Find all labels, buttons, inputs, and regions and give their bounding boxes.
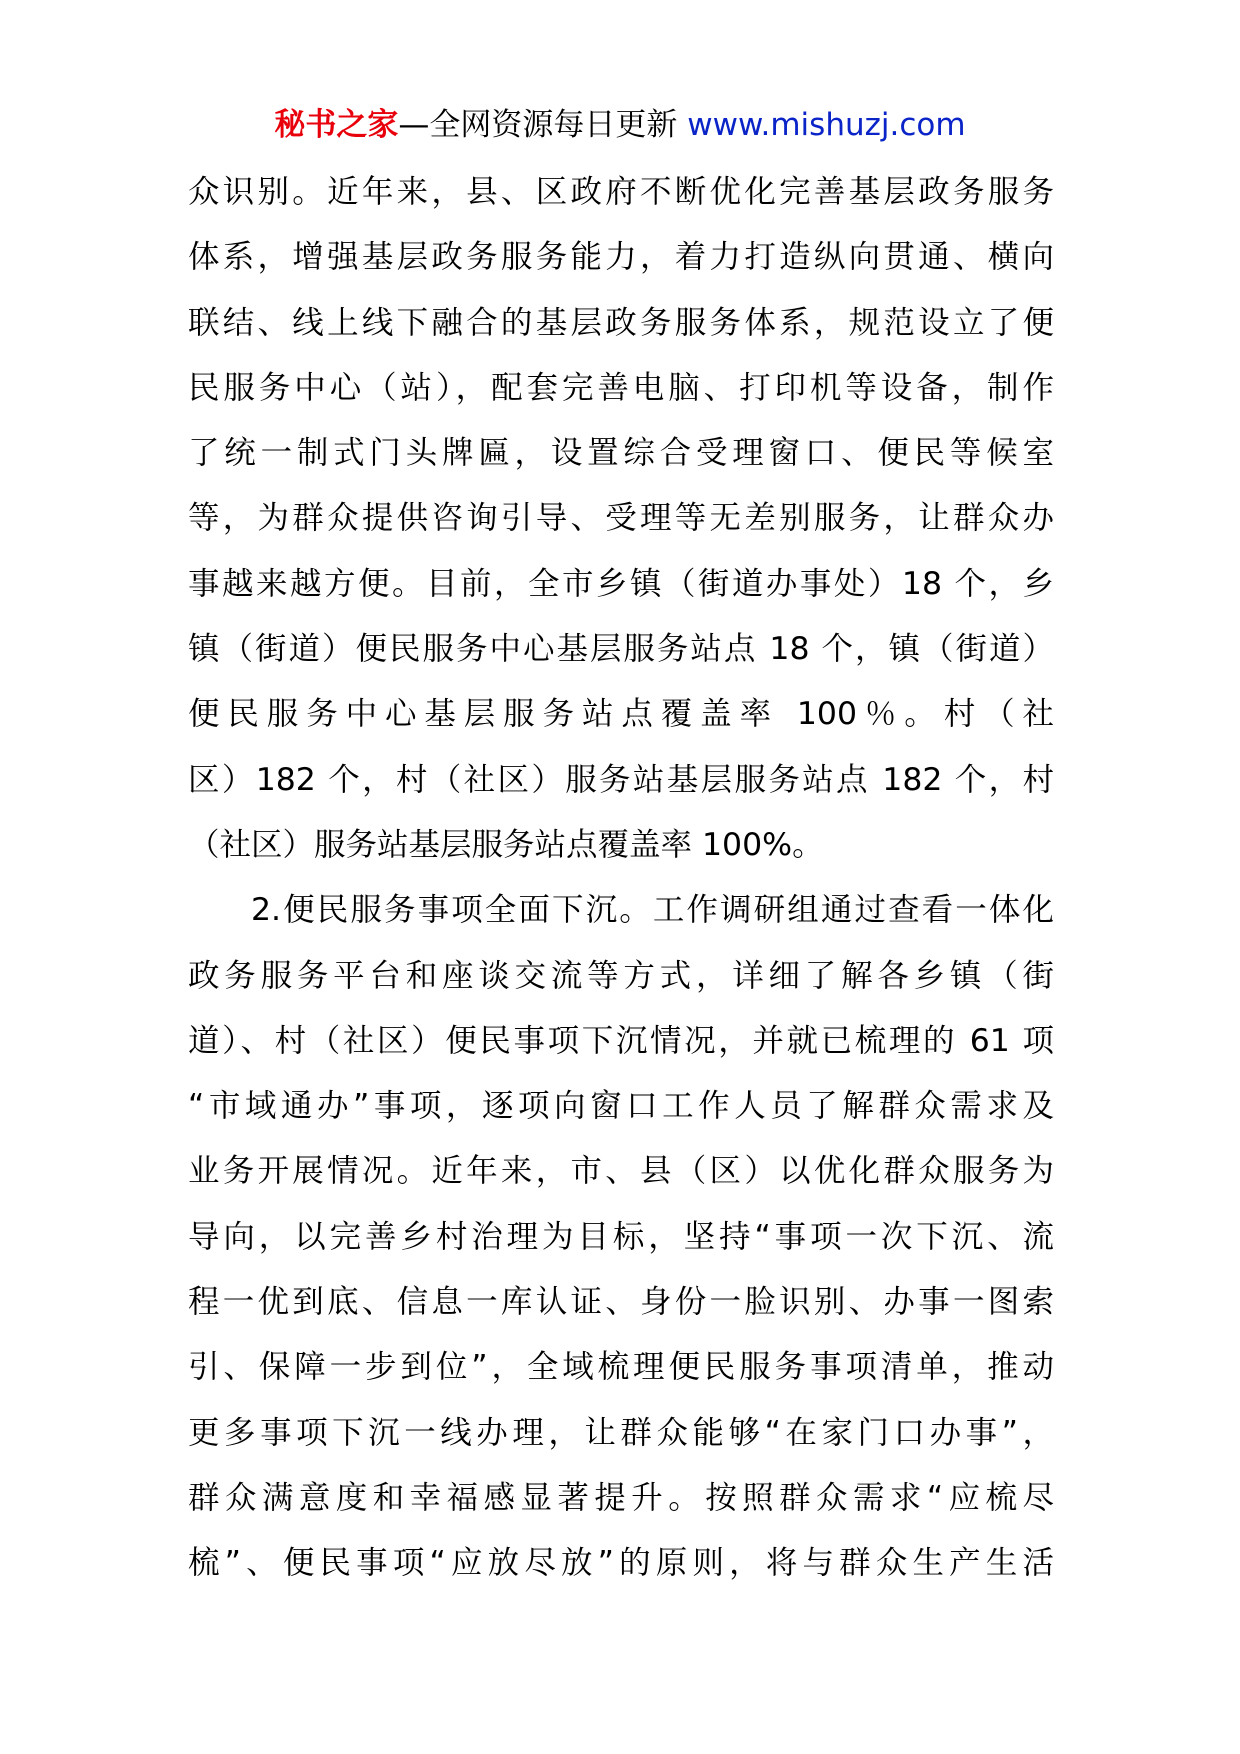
text-line: 区）182 个，村（社区）服务站基层服务站点 182 个，村 (188, 761, 1054, 798)
header-url-link[interactable]: www.mishuzj.com (687, 107, 966, 143)
text-line: 业务开展情况。近年来，市、县（区）以优化群众服务为 (188, 1153, 1054, 1190)
body-text (188, 160, 1054, 1597)
text-line: 民服务中心（站），配套完善电脑、打印机等设备，制作 (188, 369, 1054, 406)
header-brand: 秘书之家 (274, 107, 399, 143)
text-line: 体系，增强基层政务服务能力，着力打造纵向贯通、横向 (188, 239, 1054, 276)
text-line: 群众满意度和幸福感显著提升。按照群众需求“应梳尽 (188, 1479, 1054, 1516)
text-line: 事越来越方便。目前，全市乡镇（街道办事处）18 个，乡 (188, 565, 1054, 602)
text-line: 联结、线上线下融合的基层政务服务体系，规范设立了便 (188, 304, 1054, 341)
text-line: 众识别。近年来，县、区政府不断优化完善基层政务服务 (188, 174, 1054, 210)
text-line: 道）、村（社区）便民事项下沉情况，并就已梳理的 61 项 (188, 1022, 1054, 1059)
text-line: 梳”、便民事项“应放尽放”的原则，将与群众生产生活 (188, 1545, 1054, 1582)
text-line: 更多事项下沉一线办理，让群众能够“在家门口办事”， (188, 1414, 1054, 1451)
text-line: 了统一制式门头牌匾，设置综合受理窗口、便民等候室 (188, 435, 1054, 472)
text-line: 政务服务平台和座谈交流等方式，详细了解各乡镇（街 (188, 957, 1054, 994)
text-line: 导向，以完善乡村治理为目标，坚持“事项一次下沉、流 (188, 1218, 1054, 1255)
header-tagline: —全网资源每日更新 (398, 107, 678, 143)
text-line: 便民服务中心基层服务站点覆盖率 100％。村（社 (188, 696, 1054, 733)
text-line: 镇（街道）便民服务中心基层服务站点 18 个，镇（街道） (188, 631, 1054, 668)
text-line: “市域通办”事项，逐项向窗口工作人员了解群众需求及 (188, 1088, 1054, 1125)
text-line: （社区）服务站基层服务站点覆盖率 100%。 (188, 826, 824, 863)
page-header (0, 103, 1240, 147)
paragraph-start-line: 2.便民服务事项全面下沉。工作调研组通过查看一体化 (251, 892, 1054, 929)
text-line: 程一优到底、信息一库认证、身份一脸识别、办事一图索 (188, 1284, 1054, 1321)
text-line: 等，为群众提供咨询引导、受理等无差别服务，让群众办 (188, 500, 1054, 537)
text-line: 引、保障一步到位”，全域梳理便民服务事项清单，推动 (188, 1349, 1054, 1386)
